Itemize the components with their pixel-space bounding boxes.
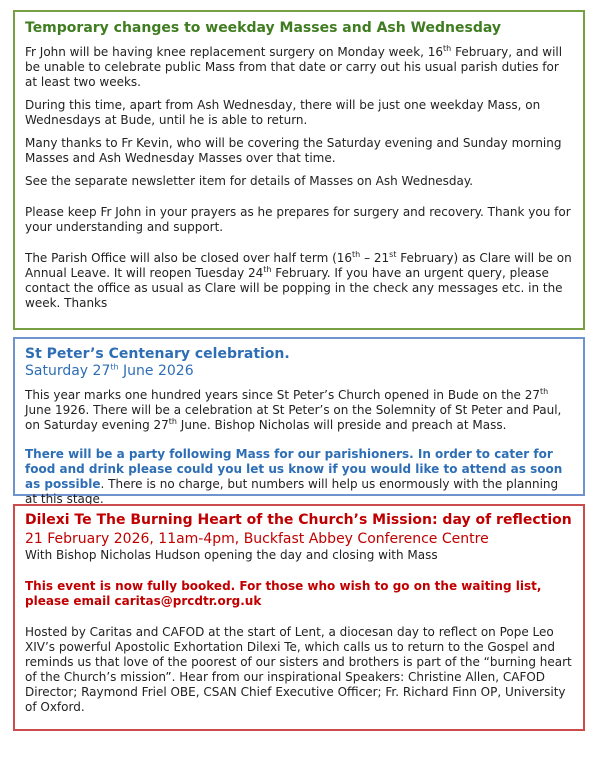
office-text-a: The Parish Office will also be closed over half term (16	[25, 251, 353, 265]
office-text-d: February. If you have an urgent query, please contact the office as usual as Clare will be popping in the check any messages etc. in the week. Thanks	[25, 266, 563, 310]
thanks-fr-kevin-paragraph: Many thanks to Fr Kevin, who will be covering the Saturday evening and Sunday morning Masses and Ash Wednesday Masses over that time.	[25, 136, 562, 165]
hosted-paragraph: Hosted by Caritas and CAFOD at the start of Lent, a diocesan day to reflect on Pope Leo XIV’s powerful Apostolic Exhortation Dilexi Te, which calls us to return to the Gospel and reminds us that love of the poorest of our sisters and brothers is part of the “burning heart of the Church’s mission”. Hear from our inspirational Speakers: Christine Allen, CAFOD Director; Raymond Friel OBE, CSAN Chief Executive Officer; Fr. Richard Finn OP, University of Oxford.	[25, 625, 572, 714]
centenary-text-b: June 1926. There will be a celebration at St Peter’s on the Solemnity of St Peter and Paul, on Saturday evening 27	[25, 403, 562, 432]
centenary-date	[25, 363, 573, 380]
temporary-changes-section	[13, 10, 585, 330]
centenary-paragraph	[25, 388, 573, 433]
party-bold-text: There will be a party following Mass for our parishioners. In order to cater for food and drink please could you let us know if you would like to attend as soon as possible	[25, 447, 563, 491]
fully-booked-notice: This event is now fully booked. For those who wish to go on the waiting list, please email caritas@prcdtr.org.uk	[25, 579, 542, 608]
office-text-c: February) as Clare will be on Annual Leave. It will reopen Tuesday 24	[25, 251, 572, 280]
centenary-sup-1: th	[540, 387, 549, 396]
parish-office-paragraph	[25, 251, 573, 311]
temporary-changes-title: Temporary changes to weekday Masses and Ash Wednesday	[25, 20, 502, 36]
centenary-date-sup: th	[110, 362, 119, 372]
centenary-text-a: This year marks one hundred years since St Peter’s Church opened in Bude on the 27	[25, 388, 541, 402]
centenary-date-b: June 2026	[118, 363, 194, 379]
centenary-date-a: Saturday 27	[25, 363, 111, 379]
party-paragraph	[25, 447, 573, 507]
bishop-paragraph: With Bishop Nicholas Hudson opening the day and closing with Mass	[25, 548, 438, 562]
dilexi-te-title: Dilexi Te The Burning Heart of the Church’s Mission: day of reflection	[25, 512, 572, 528]
dilexi-te-section	[13, 504, 585, 731]
party-rest-text: . There is no charge, but numbers will help us enormously with the planning at this stage.	[25, 477, 559, 506]
office-text-b: – 21	[360, 251, 390, 265]
office-sup-2: st	[389, 250, 397, 259]
surgery-sup: th	[443, 44, 452, 53]
weekday-mass-paragraph: During this time, apart from Ash Wednesday, there will be just one weekday Mass, on Wednesdays at Bude, until he is able to return.	[25, 98, 541, 127]
centenary-title: St Peter’s Centenary celebration.	[25, 346, 290, 362]
office-sup-3: th	[263, 265, 272, 274]
centenary-section	[13, 337, 585, 506]
dilexi-te-date: 21 February 2026, 11am-4pm, Buckfast Abbey Conference Centre	[25, 531, 489, 547]
ash-wednesday-note: See the separate newsletter item for details of Masses on Ash Wednesday.	[25, 174, 474, 188]
office-sup-1: th	[352, 250, 361, 259]
surgery-paragraph	[25, 45, 573, 90]
prayers-paragraph: Please keep Fr John in your prayers as he prepares for surgery and recovery. Thank you for your understanding and support.	[25, 205, 571, 234]
surgery-text-b: February, and will be unable to celebrate public Mass from that date or carry out his usual parish duties for at least two weeks.	[25, 45, 563, 89]
surgery-text-a: Fr John will be having knee replacement surgery on Monday week, 16	[25, 45, 444, 59]
centenary-sup-2: th	[168, 417, 177, 426]
centenary-text-c: June. Bishop Nicholas will preside and preach at Mass.	[176, 418, 507, 432]
